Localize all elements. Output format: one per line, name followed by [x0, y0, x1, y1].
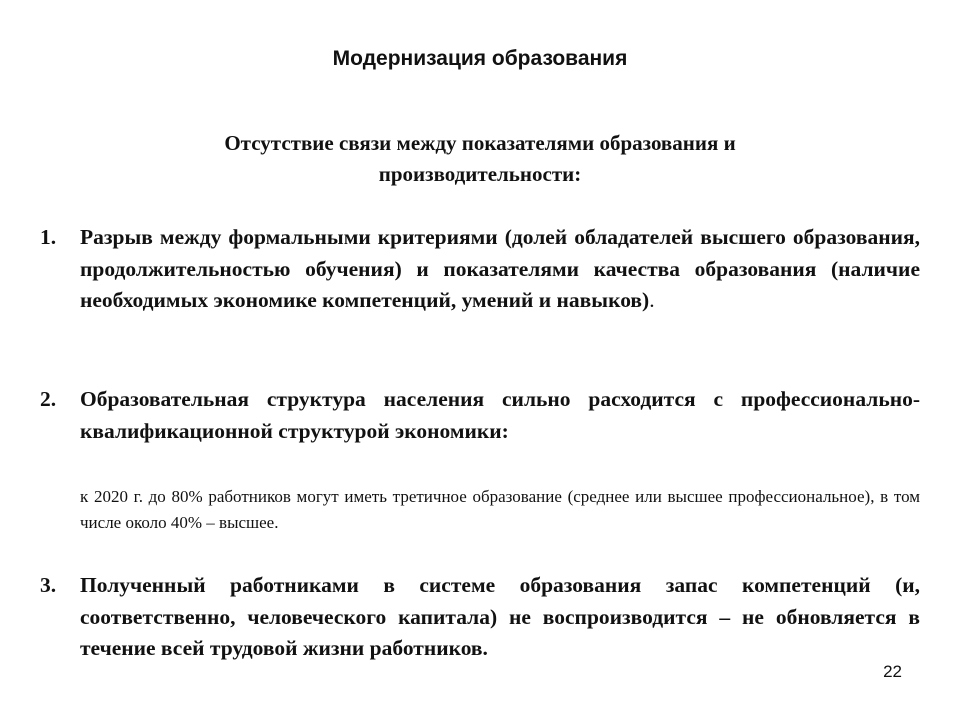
list-item-text [80, 222, 920, 317]
list-item-number: 3. [40, 573, 57, 597]
list-item-body: Полученный работниками в системе образования запас компетенций (и, соответственно, человеческого капитала) не воспроизводится – не обновляется в течение всей трудовой жизни работников. [80, 573, 920, 660]
list-item-tail: . [649, 288, 655, 312]
list-item-number: 2. [40, 387, 57, 411]
list-item-text [80, 570, 920, 665]
list-item-2 [40, 384, 920, 447]
slide-title: Модернизация образования [332, 47, 628, 70]
list-item-body: Образовательная структура населения сильно расходится с профессионально-квалификационной структурой экономики: [80, 387, 920, 443]
list-item-number: 1. [40, 225, 57, 249]
list-item-body: Разрыв между формальными критериями (долей обладателей высшего образования, продолжительностью обучения) и показателями качества образования (наличие необходимых экономике компетенций, умений и навыков) [80, 225, 920, 312]
list-item-text [80, 384, 920, 447]
statistic-note: к 2020 г. до 80% работников могут иметь третичное образование (среднее или высшее профессиональное), в том числе около 40% – высшее. [80, 487, 920, 532]
page-number: 22 [883, 662, 902, 681]
slide-subtitle: Отсутствие связи между показателями образования и производительности: [224, 131, 736, 186]
list-item-3 [40, 570, 920, 665]
list-item-1 [40, 222, 920, 317]
